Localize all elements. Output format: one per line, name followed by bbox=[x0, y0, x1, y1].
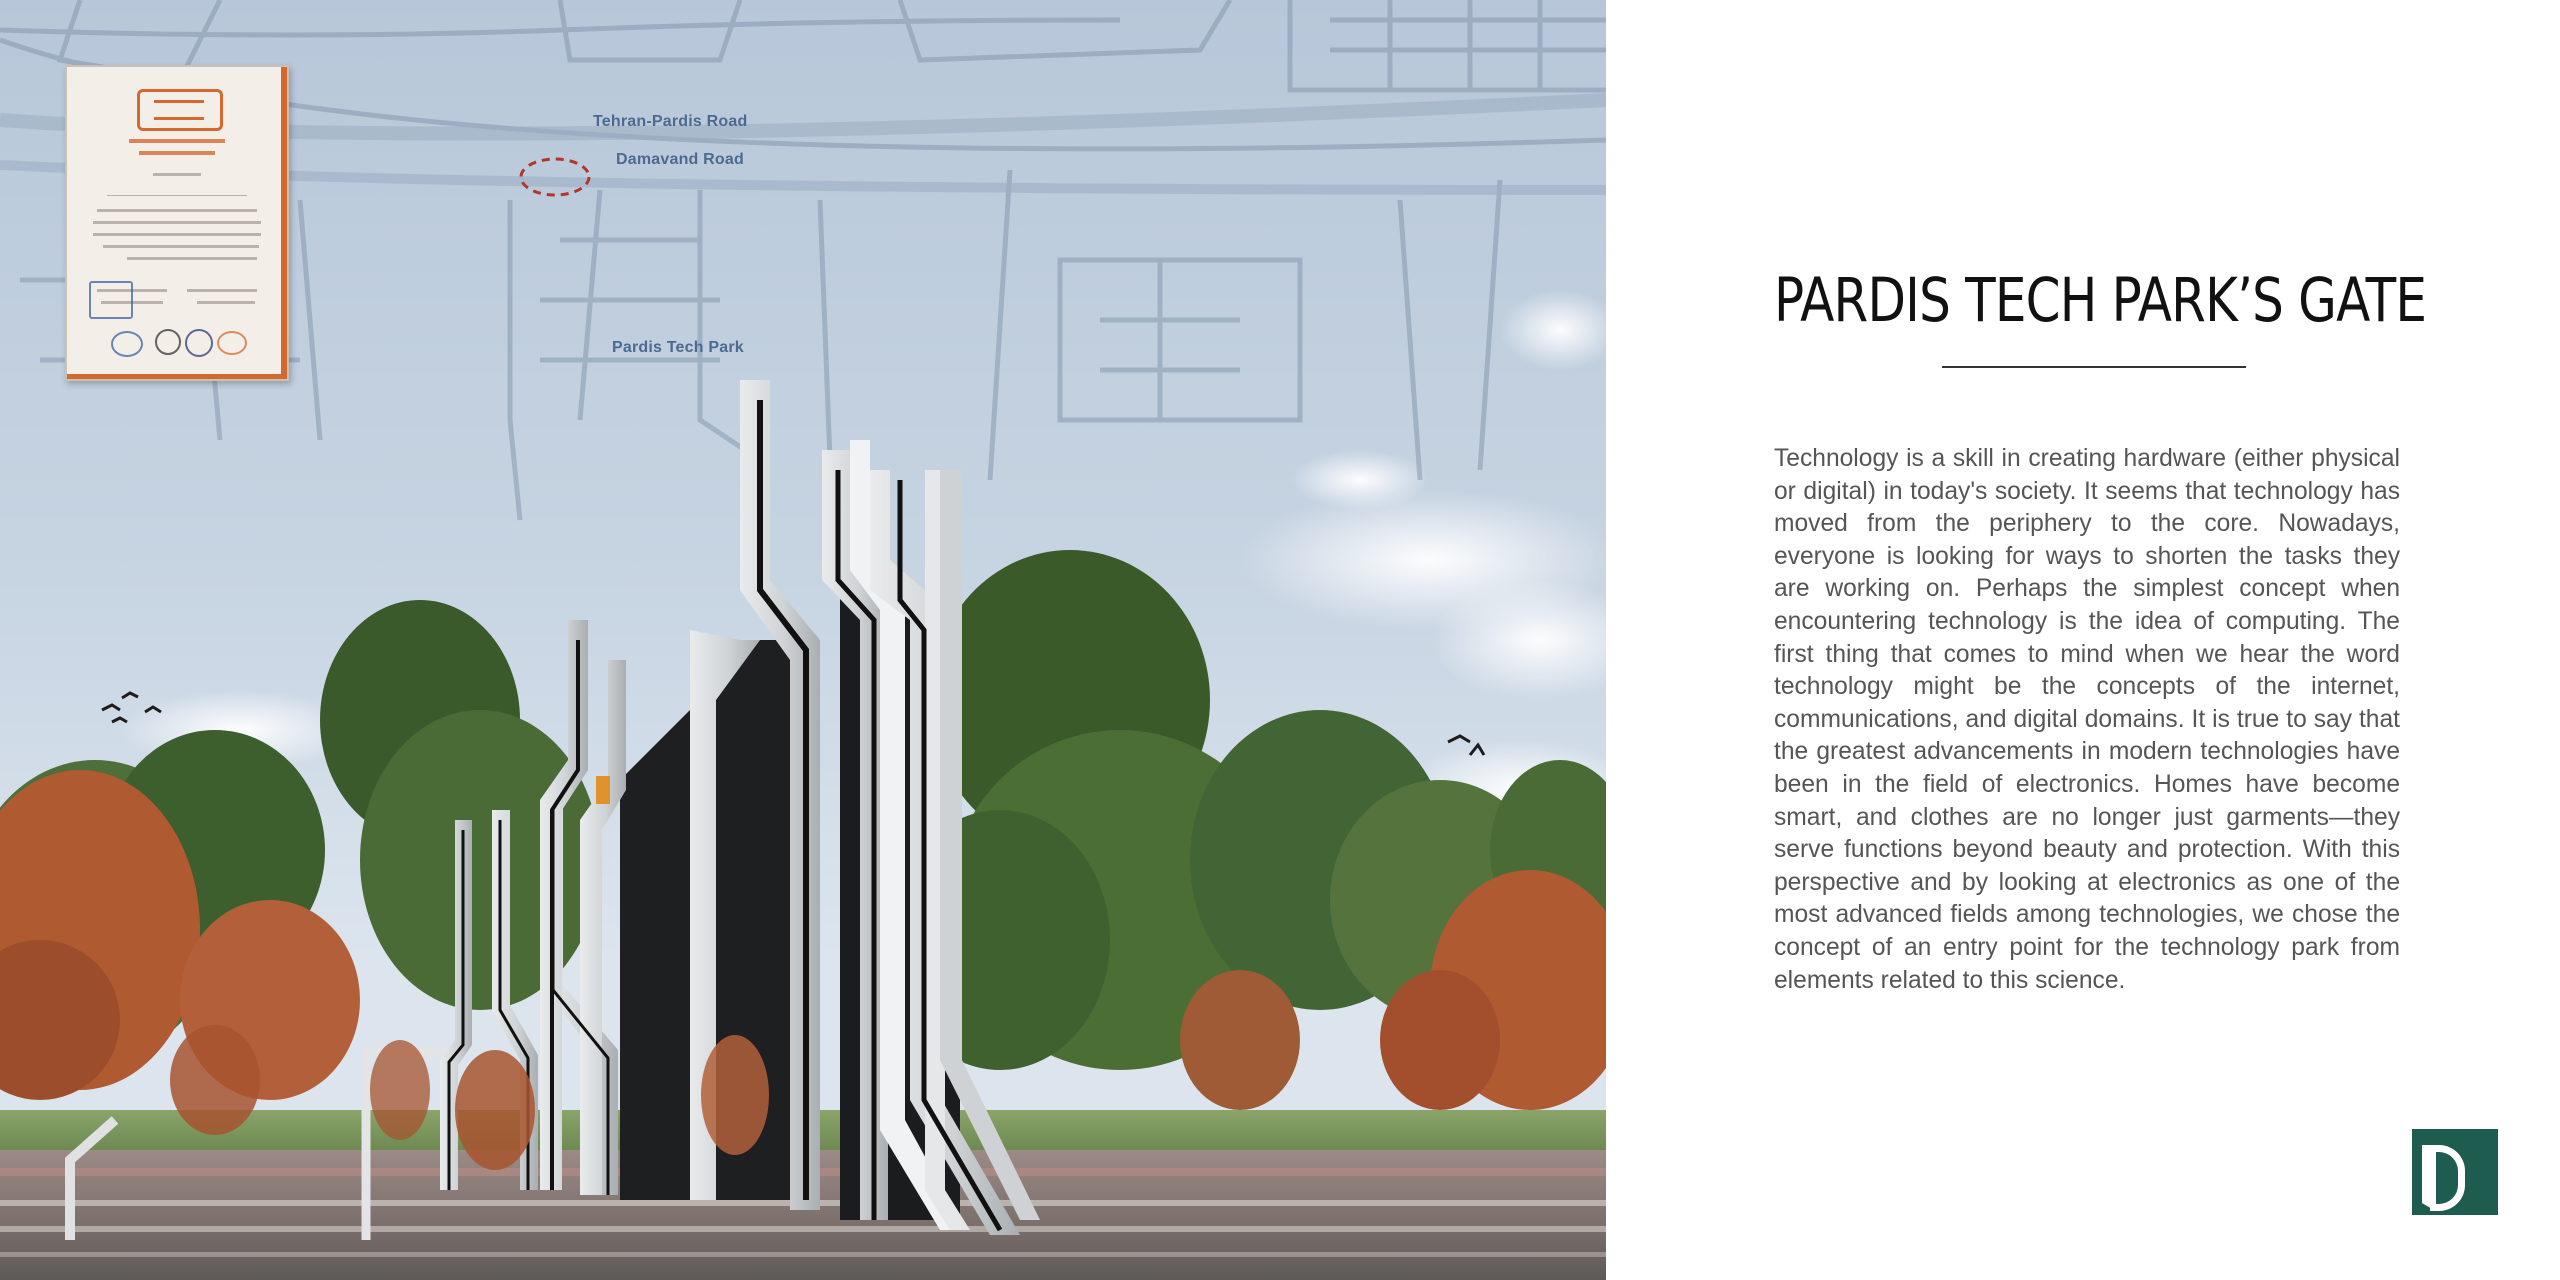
map-label-pardis-tech-park: Pardis Tech Park bbox=[612, 339, 744, 356]
map-label-damavand-road: Damavand Road bbox=[616, 151, 744, 168]
certificate-logo bbox=[137, 89, 223, 131]
map-label-tehran-pardis-road: Tehran-Pardis Road bbox=[593, 113, 748, 130]
page-title: PARDIS TECH PARK’S GATE bbox=[1774, 265, 2427, 336]
body-paragraph: Technology is a skill in creating hardware (either physical or digital) in today's society. It seems that technology has moved from the periphery to the core. Nowadays, everyone is looking for ways to shorten the tasks they are working on. Perhaps the simplest concept when encountering technology is the idea of computing. The first thing that comes to mind when we hear the word technology might be the concepts of the internet, communications, and digital domains. It is true to say that the greatest advancements in modern technologies have been in the field of electronics. Homes have become smart, and clothes are no longer just garments—they serve functions beyond beauty and protection. With this perspective and by looking at electronics as one of the most advanced fields among technologies, we chose the concept of an entry point for the technology park from elements related to this science. bbox=[1774, 445, 2400, 994]
sponsor-logo bbox=[185, 329, 213, 357]
description-panel bbox=[1606, 0, 2560, 1280]
sponsor-logo bbox=[111, 331, 143, 357]
award-certificate bbox=[65, 65, 289, 381]
sponsor-logo bbox=[155, 329, 181, 355]
title-underline bbox=[1942, 366, 2246, 368]
sponsor-logo bbox=[217, 331, 247, 355]
stamp bbox=[89, 281, 133, 319]
studio-logo-icon bbox=[2412, 1129, 2498, 1215]
